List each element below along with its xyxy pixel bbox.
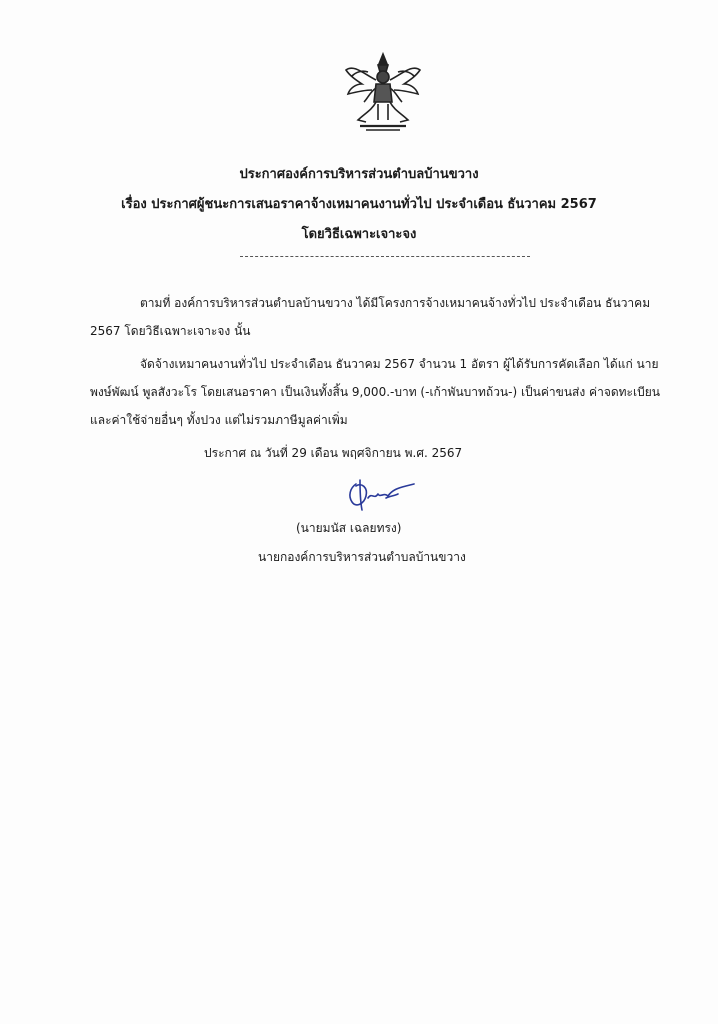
signatory-title: นายกองค์การบริหารส่วนตำบลบ้านขวาง [258, 550, 466, 564]
announcement-subject: เรื่อง ประกาศผู้ชนะการเสนอราคาจ้างเหมาคนงานทั่วไป ประจำเดือน ธันวาคม 2567 [121, 197, 597, 212]
signature-icon [342, 474, 422, 514]
paragraph-2-line-3: และค่าใช้จ่ายอื่นๆ ทั้งปวง แต่ไม่รวมภาษีมูลค่าเพิ่ม [90, 413, 348, 427]
paragraph-2-line-2: พงษ์พัฒน์ พูลสังวะโร โดยเสนอราคา เป็นเงินทั้งสิ้น 9,000.-บาท (-เก้าพันบาทถ้วน-) เป็นค่าขนส่ง ค่าจดทะเบียน [90, 385, 660, 399]
announcement-title: ประกาศองค์การบริหารส่วนตำบลบ้านขวาง [239, 167, 479, 182]
paragraph-2-line-1: จัดจ้างเหมาคนงานทั่วไป ประจำเดือน ธันวาคม 2567 จำนวน 1 อัตรา ผู้ได้รับการคัดเลือก ได้แก่ นาย [140, 357, 659, 371]
header-divider [240, 256, 530, 257]
signatory-name: (นายมนัส เฉลยทรง) [296, 521, 402, 535]
paragraph-1-line-2: 2567 โดยวิธีเฉพาะเจาะจง นั้น [90, 324, 251, 338]
garuda-emblem-icon [338, 50, 428, 140]
announcement-date: ประกาศ ณ วันที่ 29 เดือน พฤศจิกายน พ.ศ. 2567 [204, 446, 463, 460]
announcement-method: โดยวิธีเฉพาะเจาะจง [301, 227, 417, 242]
paragraph-1-line-1: ตามที่ องค์การบริหารส่วนตำบลบ้านขวาง ได้มีโครงการจ้างเหมาคนจ้างทั่วไป ประจำเดือน ธันวาคม [140, 296, 651, 310]
